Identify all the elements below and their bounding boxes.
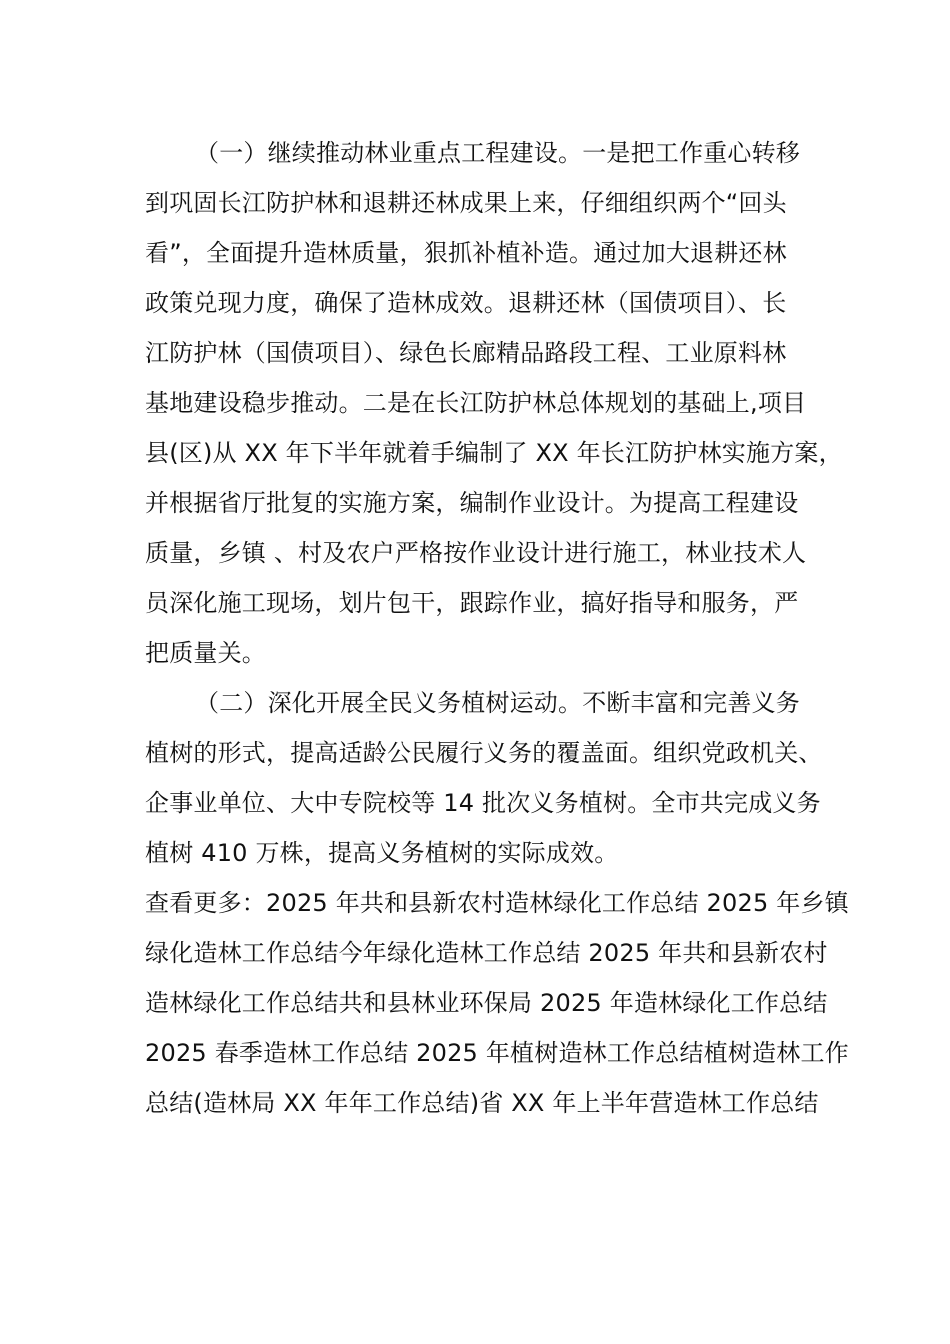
see-more-line: 查看更多：2025 年共和县新农村造林绿化工作总结 2025 年乡镇 [145,889,849,917]
text-line: 员深化施工现场，划片包干，跟踪作业，搞好指导和服务，严 [145,589,799,617]
text-line: 植树的形式，提高适龄公民履行义务的覆盖面。组织党政机关、 [145,739,823,767]
text-line: 企事业单位、大中专院校等 14 批次义务植树。全市共完成义务 [145,789,821,817]
see-more-line: 总结(造林局 XX 年年工作总结)省 XX 年上半年营造林工作总结 [145,1089,819,1117]
text-line: 政策兑现力度，确保了造林成效。退耕还林（国债项目）、长 [145,289,787,317]
text-line: 看”，全面提升造林质量，狠抓补植补造。通过加大退耕还林 [145,239,787,267]
see-more-line: 绿化造林工作总结今年绿化造林工作总结 2025 年共和县新农村 [145,939,828,967]
paragraph-tree-planting-campaign [145,678,845,878]
text-line: 把质量关。 [145,639,266,667]
see-more-line: 造林绿化工作总结共和县林业环保局 2025 年造林绿化工作总结 [145,989,828,1017]
document-body [145,128,849,1128]
text-line: 江防护林（国债项目）、绿色长廊精品路段工程、工业原料林 [145,339,787,367]
see-more-section [145,878,849,1128]
text-line: 到巩固长江防护林和退耕还林成果上来，仔细组织两个“回头 [145,189,787,217]
text-line: 质量，乡镇 、村及农户严格按作业设计进行施工，林业技术人 [145,539,807,567]
see-more-line: 2025 春季造林工作总结 2025 年植树造林工作总结植树造林工作 [145,1039,849,1067]
text-line: 县(区)从 XX 年下半年就着手编制了 XX 年长江防护林实施方案， [145,439,843,467]
paragraph-forestry-projects [145,128,845,678]
text-line: （二）深化开展全民义务植树运动。不断丰富和完善义务 [195,689,800,717]
text-line: （一）继续推动林业重点工程建设。一是把工作重心转移 [195,139,800,167]
text-line: 植树 410 万株，提高义务植树的实际成效。 [145,839,619,867]
text-line: 并根据省厅批复的实施方案，编制作业设计。为提高工程建设 [145,489,799,517]
text-line: 基地建设稳步推动。二是在长江防护林总体规划的基础上,项目 [145,389,807,417]
